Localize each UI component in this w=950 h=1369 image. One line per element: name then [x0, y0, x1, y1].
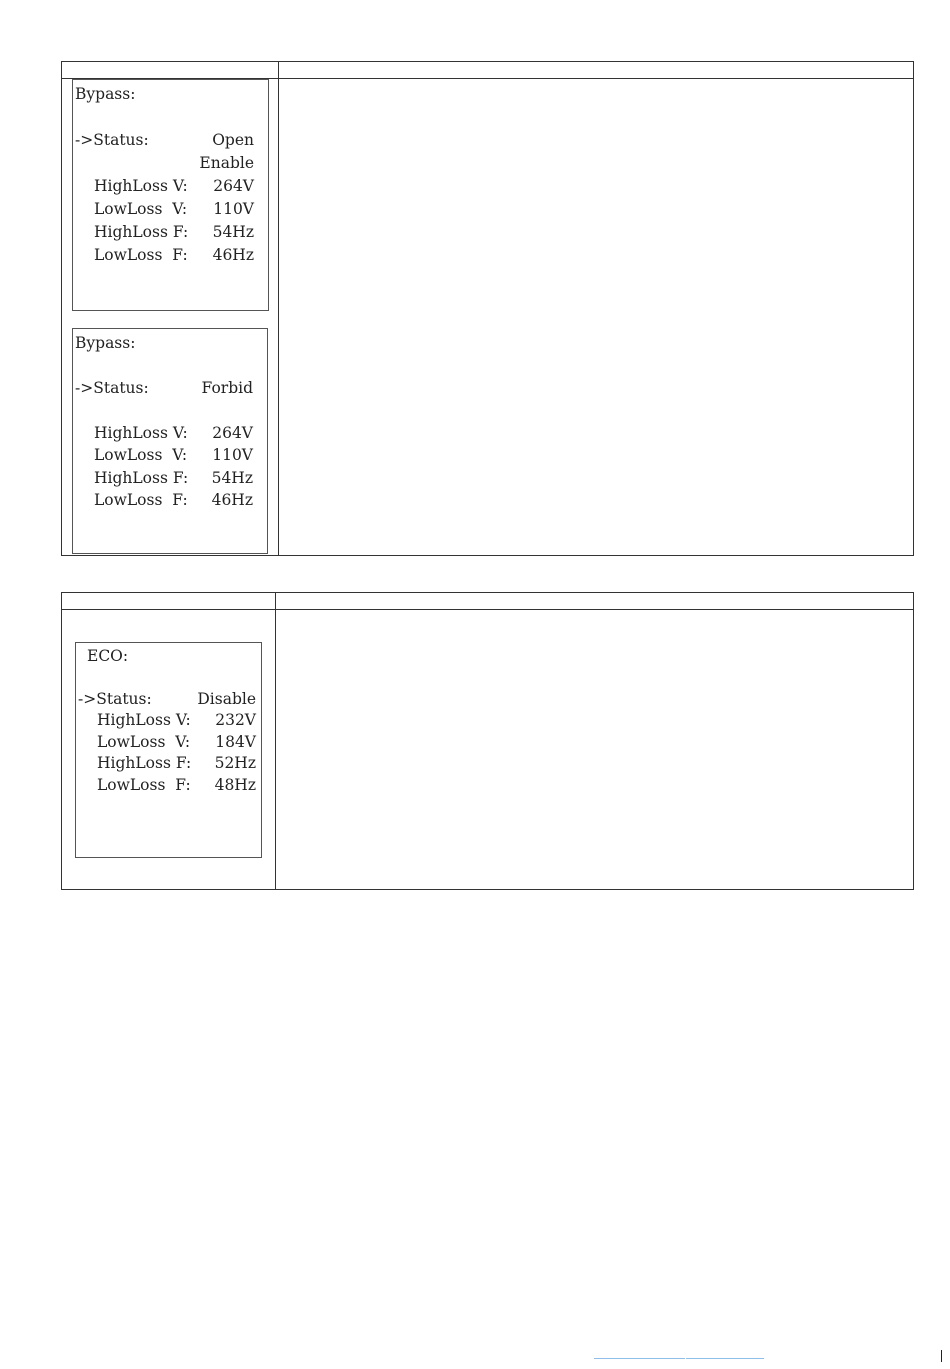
param-value: 264V	[213, 177, 254, 195]
status-label: ->Status:	[78, 690, 152, 708]
param-label: HighLoss V:	[97, 711, 191, 729]
param-label: LowLoss V:	[94, 446, 188, 464]
status-value: Forbid	[201, 379, 253, 397]
param-label: LowLoss F:	[97, 776, 191, 794]
param-value: 48Hz	[214, 776, 256, 794]
lcd-screen-bypass-open	[72, 79, 269, 311]
param-label: LowLoss F:	[94, 491, 188, 509]
status-value-secondary: Enable	[199, 154, 254, 172]
column-divider	[275, 593, 276, 889]
status-value: Open	[212, 131, 254, 149]
page-edge-mark	[941, 1350, 942, 1362]
param-value: 110V	[212, 446, 253, 464]
param-label: HighLoss F:	[94, 469, 189, 487]
param-value: 232V	[215, 711, 256, 729]
param-label: HighLoss F:	[97, 754, 192, 772]
param-value: 184V	[215, 733, 256, 751]
lcd-screen-eco	[75, 642, 262, 858]
param-value: 54Hz	[212, 223, 254, 241]
footer-link-underline[interactable]	[594, 1358, 685, 1359]
status-value: Disable	[197, 690, 256, 708]
column-divider	[278, 62, 279, 555]
lcd-screen-bypass-forbid	[72, 328, 268, 554]
screen-title: ECO:	[87, 647, 129, 665]
screen-title: Bypass:	[75, 334, 136, 352]
footer-link-underline[interactable]	[686, 1358, 764, 1359]
param-label: HighLoss V:	[94, 177, 188, 195]
param-value: 46Hz	[212, 246, 254, 264]
param-value: 46Hz	[211, 491, 253, 509]
param-label: LowLoss V:	[94, 200, 188, 218]
param-value: 52Hz	[214, 754, 256, 772]
table-header-row	[62, 62, 913, 79]
param-value: 110V	[213, 200, 254, 218]
param-value: 54Hz	[211, 469, 253, 487]
status-label: ->Status:	[75, 379, 149, 397]
param-label: LowLoss V:	[97, 733, 191, 751]
param-value: 264V	[212, 424, 253, 442]
screen-title: Bypass:	[75, 85, 136, 103]
table-header-row	[62, 593, 913, 610]
param-label: HighLoss F:	[94, 223, 189, 241]
param-label: LowLoss F:	[94, 246, 188, 264]
status-label: ->Status:	[75, 131, 149, 149]
param-label: HighLoss V:	[94, 424, 188, 442]
